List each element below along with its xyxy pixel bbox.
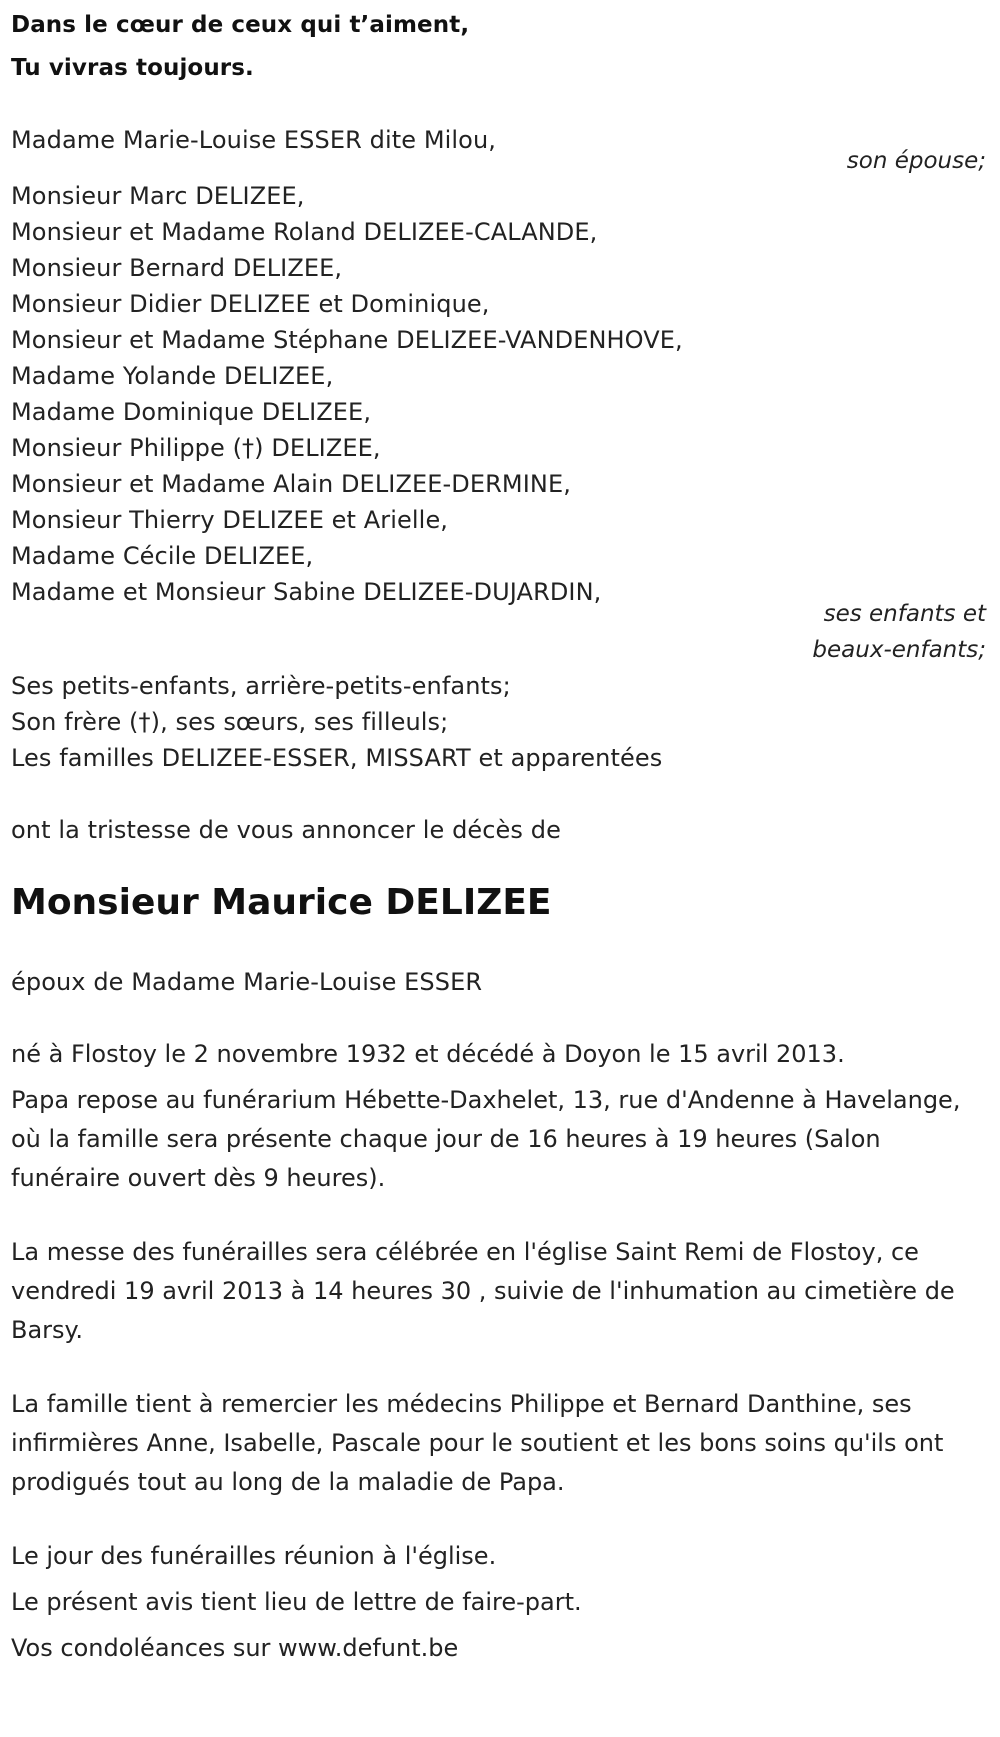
motto-line-1: Dans le cœur de ceux qui t’aiment,	[11, 12, 470, 38]
mass-paragraph: La messe des funérailles sera célébrée en l'église Saint Remi de Flostoy, ce vendredi 19 avril 2013 à 14 heures 30 , suivie de l'inhumation au cimetière de Barsy.	[11, 1238, 955, 1344]
family-line: Les familles DELIZEE-ESSER, MISSART et apparentées	[11, 744, 663, 772]
family-line: Ses petits-enfants, arrière-petits-enfants;	[11, 672, 511, 700]
motto-line-2: Tu vivras toujours.	[11, 55, 254, 81]
condolences-paragraph: Vos condoléances sur www.defunt.be	[11, 1634, 459, 1662]
children-role-line-2: beaux-enfants;	[812, 637, 986, 663]
child-entry: Monsieur et Madame Roland DELIZEE-CALANDE,	[11, 218, 598, 246]
child-entry: Madame Yolande DELIZEE,	[11, 362, 334, 390]
spouse-name: Madame Marie-Louise ESSER dite Milou,	[11, 126, 496, 154]
child-entry: Monsieur et Madame Stéphane DELIZEE-VANDENHOVE,	[11, 326, 683, 354]
family-line: Son frère (†), ses sœurs, ses filleuls;	[11, 708, 449, 736]
gathering-paragraph: Le jour des funérailles réunion à l'église.	[11, 1542, 497, 1570]
child-entry: Monsieur Didier DELIZEE et Dominique,	[11, 290, 490, 318]
child-entry: Monsieur Bernard DELIZEE,	[11, 254, 343, 282]
child-entry: Madame Dominique DELIZEE,	[11, 398, 372, 426]
child-entry: Monsieur et Madame Alain DELIZEE-DERMINE,	[11, 470, 571, 498]
thanks-paragraph: La famille tient à remercier les médecins Philippe et Bernard Danthine, ses infirmières Anne, Isabelle, Pascale pour le soutient et les bons soins qu'ils ont prodigués tout au long de la maladie de Papa.	[11, 1390, 944, 1496]
funerarium-paragraph: Papa repose au funérarium Hébette-Daxhelet, 13, rue d'Andenne à Havelange, où la famille sera présente chaque jour de 16 heures à 19 heures (Salon funéraire ouvert dès 9 heures).	[11, 1086, 961, 1192]
spouse-of-text: époux de Madame Marie-Louise ESSER	[11, 968, 483, 996]
announcement-text: ont la tristesse de vous annoncer le décès de	[11, 816, 561, 844]
notice-paragraph: Le présent avis tient lieu de lettre de faire-part.	[11, 1588, 582, 1616]
spouse-role: son épouse;	[846, 148, 986, 174]
child-entry: Madame Cécile DELIZEE,	[11, 542, 314, 570]
child-entry: Monsieur Marc DELIZEE,	[11, 182, 305, 210]
birth-death-paragraph: né à Flostoy le 2 novembre 1932 et décédé à Doyon le 15 avril 2013.	[11, 1040, 845, 1068]
child-entry: Monsieur Philippe (†) DELIZEE,	[11, 434, 381, 462]
deceased-name: Monsieur Maurice DELIZEE	[11, 882, 552, 923]
children-role-line-1: ses enfants et	[823, 601, 986, 627]
child-entry: Monsieur Thierry DELIZEE et Arielle,	[11, 506, 449, 534]
child-entry: Madame et Monsieur Sabine DELIZEE-DUJARDIN,	[11, 578, 602, 606]
